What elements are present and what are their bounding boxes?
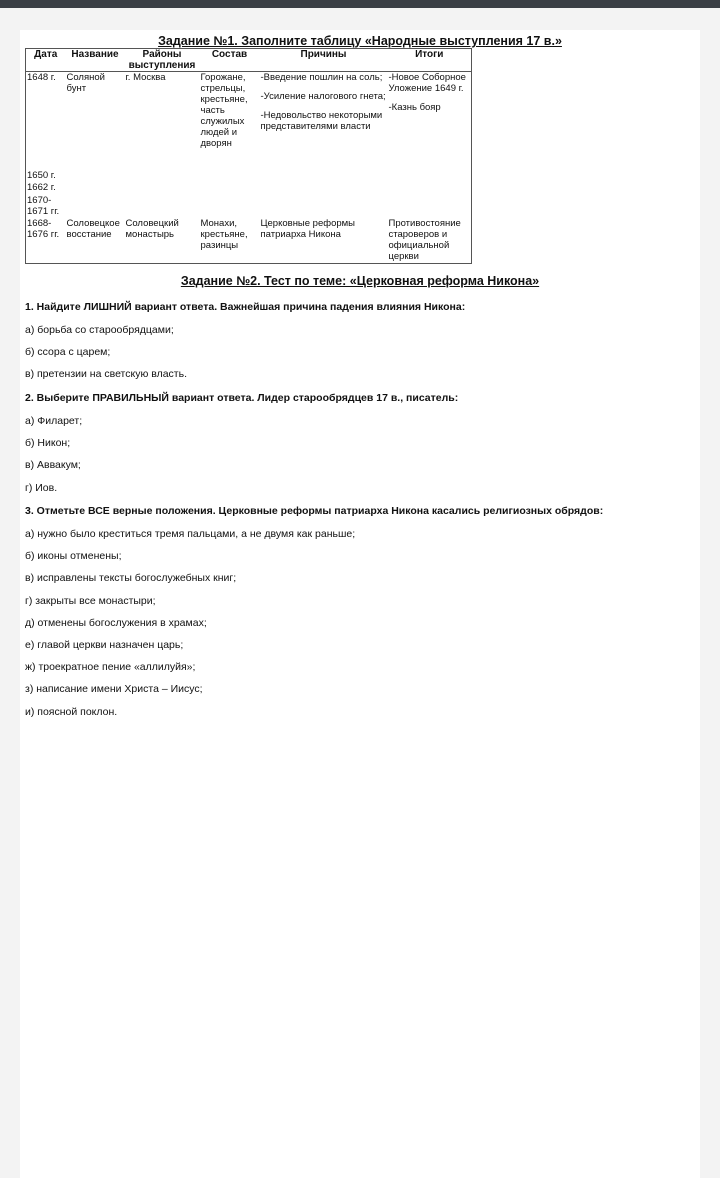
- cell-region: г. Москва: [125, 72, 166, 83]
- option-2b: б) Никон;: [25, 437, 71, 449]
- cell-members: Монахи, крестьяне, разинцы: [200, 217, 248, 251]
- cell-results: Противостояние староверов и официальной церкви: [388, 217, 461, 262]
- task2-title: Задание №2. Тест по теме: «Церковная реформа Никона»: [180, 274, 540, 288]
- cell-causes: Церковные реформы патриарха Никона: [260, 217, 355, 240]
- cause-item: -Введение пошлин на соль;: [260, 72, 383, 83]
- cell-name: Соловецкое восстание: [66, 217, 120, 240]
- question-1: 1. Найдите ЛИШНИЙ вариант ответа. Важнейшая причина падения влияния Никона:: [25, 301, 466, 313]
- option-3h: з) написание имени Христа – Иисус;: [25, 683, 203, 695]
- task1-title: Задание №1. Заполните таблицу «Народные выступления 17 в.»: [158, 34, 562, 48]
- result-item: -Казнь бояр: [388, 102, 441, 113]
- option-2c: в) Аввакум;: [25, 459, 81, 471]
- cell-region: Соловецкий монастырь: [125, 217, 179, 240]
- table-header-row: [26, 49, 472, 72]
- uprisings-table: [25, 48, 472, 264]
- cause-item: -Усиление налогового гнета;: [260, 91, 386, 102]
- option-3c: в) исправлены тексты богослужебных книг;: [25, 572, 237, 584]
- option-3b: б) иконы отменены;: [25, 550, 122, 562]
- header-region: Районы выступления: [125, 49, 200, 72]
- option-3g: ж) троекратное пение «аллилуйя»;: [25, 661, 196, 673]
- header-name: Название: [66, 49, 125, 72]
- cell-name: Соляной бунт: [66, 72, 105, 94]
- header-causes: Причины: [260, 49, 388, 72]
- option-3a: а) нужно было креститься тремя пальцами, а не двумя как раньше;: [25, 528, 356, 540]
- cell-date: 1648 г.: [27, 72, 56, 83]
- option-1c: в) претензии на светскую власть.: [25, 368, 188, 380]
- document-page: [20, 30, 700, 1178]
- cell-date: 1662 г.: [27, 181, 56, 193]
- table-row: [26, 218, 472, 264]
- header-date: Дата: [26, 49, 66, 72]
- cell-date: 1650 г.: [27, 169, 56, 181]
- cell-results: [388, 72, 472, 170]
- option-1b: б) ссора с царем;: [25, 346, 111, 358]
- option-3d: г) закрыты все монастыри;: [25, 595, 156, 607]
- table-row: [26, 182, 472, 195]
- cause-item: -Недовольство некоторыми представителями власти: [260, 110, 383, 132]
- option-1a: а) борьба со старообрядцами;: [25, 324, 174, 336]
- table-row: [26, 195, 472, 218]
- result-item: -Новое Соборное Уложение 1649 г.: [388, 72, 466, 94]
- header-members: Состав: [200, 49, 260, 72]
- cell-date: 1670-1671 гг.: [27, 194, 60, 217]
- header-results: Итоги: [388, 49, 472, 72]
- option-2a: а) Филарет;: [25, 415, 83, 427]
- table-row: [26, 170, 472, 182]
- option-3f: е) главой церкви назначен царь;: [25, 639, 184, 651]
- table-row: [26, 72, 472, 170]
- option-3i: и) поясной поклон.: [25, 706, 118, 718]
- question-2: 2. Выберите ПРАВИЛЬНЫЙ вариант ответа. Лидер старообрядцев 17 в., писатель:: [25, 392, 459, 404]
- top-bar: [0, 0, 720, 8]
- question-3: 3. Отметьте ВСЕ верные положения. Церковные реформы патриарха Никона касались религиозных обрядов:: [25, 505, 604, 517]
- cell-date: 1668-1676 гг.: [27, 217, 60, 240]
- option-2d: г) Иов.: [25, 482, 58, 494]
- cell-members: Горожане, стрельцы, крестьяне, часть служилых людей и дворян: [200, 72, 248, 149]
- cell-causes: [260, 72, 388, 170]
- option-3e: д) отменены богослужения в храмах;: [25, 617, 207, 629]
